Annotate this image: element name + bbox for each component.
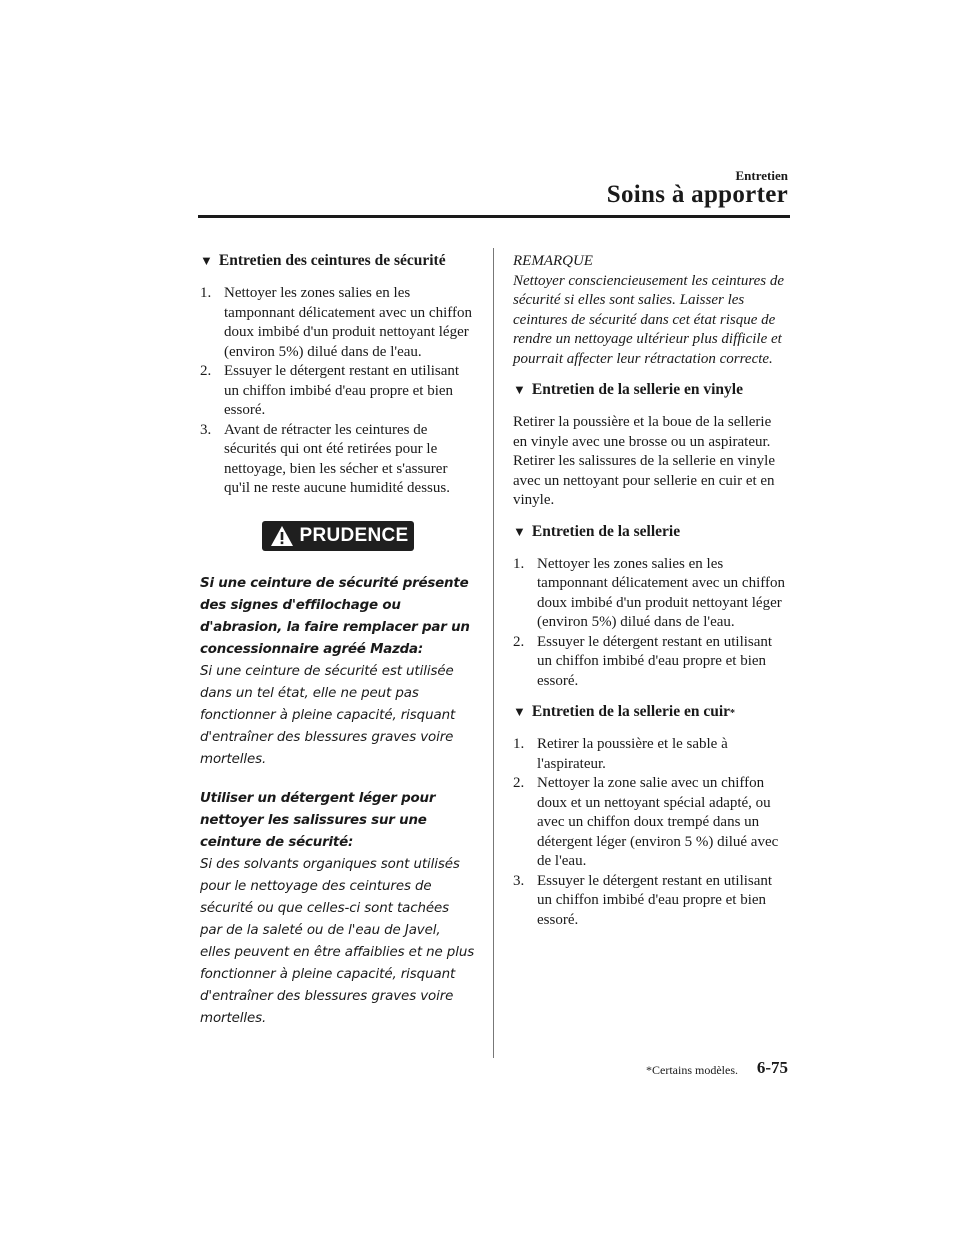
triangle-down-icon: ▼: [513, 523, 526, 539]
vinyl-heading-text: Entretien de la sellerie en vinyle: [531, 381, 743, 398]
header-section-label: Entretien: [735, 168, 788, 183]
list-item: [513, 735, 788, 774]
warning-icon: [270, 525, 294, 547]
step-text: Avant de rétracter les ceintures de sécurités qui ont été retirées pour le nettoyage, bien les sécher et s'assurer qu'il ne reste aucune humidité dessus.: [224, 421, 450, 496]
footnote-marker: *: [730, 708, 736, 719]
vinyl-body: Retirer la poussière et la boue de la sellerie en vinyle avec une brosse ou un aspirateur. Retirer les salissures de la sellerie en vinyle avec un nettoyant pour sellerie en cuir et en vinyle.: [513, 414, 775, 508]
step-text: Essuyer le détergent restant en utilisant un chiffon imbibé d'eau propre et bien essoré.: [224, 363, 460, 418]
vinyl-heading: [513, 381, 788, 399]
triangle-down-icon: ▼: [513, 382, 526, 397]
belts-heading: [200, 252, 475, 270]
list-item: [200, 362, 475, 421]
step-number: 1.: [200, 285, 212, 301]
step-number: 2.: [200, 363, 212, 379]
left-column: [200, 252, 475, 1047]
list-item: [200, 284, 475, 362]
leather-heading-text: Entretien de la sellerie en cuir: [531, 703, 731, 720]
list-item: [513, 872, 788, 931]
right-column: [513, 252, 788, 930]
belts-steps: [200, 284, 475, 499]
spacer: [513, 511, 788, 523]
upholstery-heading-text: Entretien de la sellerie: [531, 522, 681, 540]
warning-heading: Utiliser un détergent léger pour nettoyer les salissures sur une ceinture de sécurité:: [200, 790, 436, 850]
step-number: 1.: [513, 555, 525, 572]
page-title: Soins à apporter: [606, 181, 788, 208]
footnote: *Certains modèles.: [646, 1063, 738, 1077]
upholstery-steps: [513, 555, 788, 692]
triangle-down-icon: ▼: [200, 253, 213, 268]
step-number: 1.: [513, 736, 525, 752]
warning-block: [200, 573, 475, 771]
note-body: Nettoyer consciencieusement les ceintures de sécurité si elles sont salies. Laisser les ceintures de sécurité dans cet état risque de rendre un nettoyage ultérieur plus difficile et pourrait affecter leur rétractation correcte.: [513, 272, 785, 367]
list-item: [200, 421, 475, 499]
step-number: 3.: [513, 872, 525, 889]
step-text: Nettoyer la zone salie avec un chiffon doux et un nettoyant spécial adapté, ou avec un chiffon doux trempé dans un détergent léger (environ 5 %) dilué avec de l'eau.: [537, 775, 779, 869]
step-number: 3.: [200, 421, 212, 438]
step-text: Nettoyer les zones salies en les tamponnant délicatement avec un chiffon doux imbibé d'un produit nettoyant léger (environ 5%) dilué dans de l'eau.: [224, 285, 472, 360]
spacer: [513, 691, 788, 703]
list-item: [513, 555, 788, 633]
warning-block: [200, 788, 475, 1030]
warning-body: Si une ceinture de sécurité est utilisée dans un tel état, elle ne peut pas fonctionner à pleine capacité, risquant d'entraîner des blessures graves voire mortelles.: [200, 663, 456, 767]
header-rule: [198, 215, 790, 218]
upholstery-heading: [513, 523, 788, 541]
column-divider: [493, 248, 494, 1058]
step-number: 2.: [513, 775, 525, 791]
prudence-banner: [200, 521, 475, 551]
prudence-label: PRUDENCE: [299, 524, 409, 546]
list-item: [513, 774, 788, 872]
leather-heading: [513, 703, 788, 721]
step-number: 2.: [513, 633, 525, 650]
warning-body: Si des solvants organiques sont utilisés pour le nettoyage des ceintures de sécurité ou que celles-ci sont tachées par de la saleté ou de l'eau de Javel, elles peuvent en être affaiblies et ne plus fonctionner à pleine capacité, risquant d'entraîner des blessures graves voire mortelles.: [200, 856, 475, 1026]
leather-steps: [513, 735, 788, 930]
list-item: [513, 633, 788, 692]
triangle-down-icon: ▼: [513, 704, 526, 719]
step-text: Essuyer le détergent restant en utilisant un chiffon imbibé d'eau propre et bien essoré.: [537, 633, 773, 689]
step-text: Nettoyer les zones salies en les tamponnant délicatement avec un chiffon doux imbibé d'un produit nettoyant léger (environ 5%) dilué dans de l'eau.: [537, 555, 785, 630]
warning-heading: Si une ceinture de sécurité présente des signes d'effilochage ou d'abrasion, la faire remplacer par un concessionnaire agréé Mazda:: [200, 575, 470, 657]
page-number: 6-75: [756, 1058, 788, 1077]
note-title: REMARQUE: [513, 253, 593, 269]
step-text: Essuyer le détergent restant en utilisant un chiffon imbibé d'eau propre et bien essoré.: [537, 872, 773, 928]
belts-heading-text: Entretien des ceintures de sécurité: [218, 252, 446, 269]
prudence-badge: [262, 521, 414, 551]
step-text: Retirer la poussière et le sable à l'aspirateur.: [537, 736, 728, 772]
